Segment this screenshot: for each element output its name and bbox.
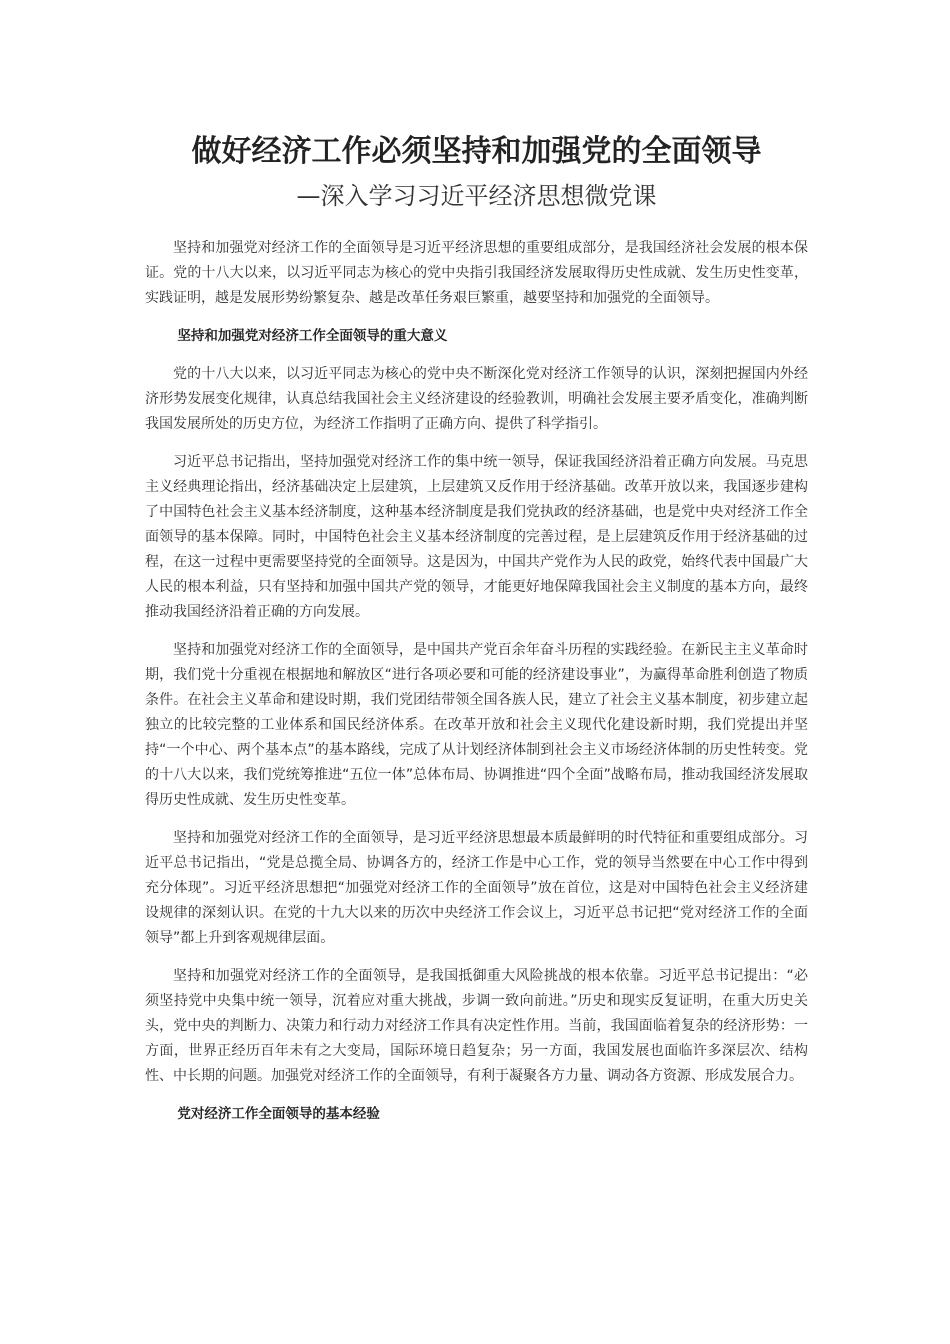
body-paragraph: 党的十八大以来，以习近平同志为核心的党中央不断深化党对经济工作领导的认识，深刻把握国内外经济形势发展变化规律，认真总结我国社会主义经济建设的经验教训，明确社会发展主要矛盾变化，准确判断我国发展所处的历史方位，为经济工作指明了正确方向、提供了科学指引。 xyxy=(145,366,808,432)
body-paragraph: 坚持和加强党对经济工作的全面领导，是习近平经济思想最本质最鲜明的时代特征和重要组成部分。习近平总书记指出，“党是总揽全局、协调各方的，经济工作是中心工作，党的领导当然要在中心工作中得到充分体现”。习近平经济思想把“加强党对经济工作的全面领导”放在首位，这是对中国特色社会主义经济建设规律的深刻认识。在党的十九大以来的历次中央经济工作会议上，习近平总书记把“党对经济工作的全面领导”都上升到客观规律层面。 xyxy=(145,830,808,946)
document-page xyxy=(145,128,808,1140)
body-paragraph: 习近平总书记指出，坚持加强党对经济工作的集中统一领导，保证我国经济沿着正确方向发展。马克思主义经典理论指出，经济基础决定上层建筑，上层建筑又反作用于经济基础。改革开放以来，我国逐步建构了中国特色社会主义基本经济制度，这种基本经济制度是我们党执政的经济基础，也是党中央对经济工作全面领导的基本保障。同时，中国特色社会主义基本经济制度的完善过程，是上层建筑反作用于经济基础的过程，在这一过程中更需要坚持党的全面领导。这是因为，中国共产党作为人民的政党，始终代表中国最广大人民的根本利益，只有坚持和加强中国共产党的领导，才能更好地保障我国社会主义制度的基本方向，最终推动我国经济沿着正确的方向发展。 xyxy=(145,454,808,620)
document-body xyxy=(145,236,808,1127)
body-paragraph: 坚持和加强党对经济工作的全面领导，是中国共产党百余年奋斗历程的实践经验。在新民主主义革命时期，我们党十分重视在根据地和解放区“进行各项必要和可能的经济建设事业”，为赢得革命胜利创造了物质条件。在社会主义革命和建设时期，我们党团结带领全国各族人民，建立了社会主义基本制度，初步建立起独立的比较完整的工业体系和国民经济体系。在改革开放和社会主义现代化建设新时期，我们党提出并坚持“一个中心、两个基本点”的基本路线，完成了从计划经济体制到社会主义市场经济体制的历史性转变。党的十八大以来，我们党统筹推进“五位一体”总体布局、协调推进“四个全面”战略布局，推动我国经济发展取得历史性成就、发生历史性变革。 xyxy=(145,642,808,808)
document-title: 做好经济工作必须坚持和加强党的全面领导 xyxy=(191,134,762,169)
section-heading-significance: 坚持和加强党对经济工作全面领导的重大意义 xyxy=(177,328,448,344)
document-subtitle: —深入学习习近平经济思想微党课 xyxy=(296,182,657,210)
section-heading-experience: 党对经济工作全面领导的基本经验 xyxy=(177,1106,380,1122)
body-paragraph: 坚持和加强党对经济工作的全面领导，是我国抵御重大风险挑战的根本依靠。习近平总书记提出：“必须坚持党中央集中统一领导，沉着应对重大挑战，步调一致向前进。”历史和现实反复证明，在重大历史关头，党中央的判断力、决策力和行动力对经济工作具有决定性作用。当前，我国面临着复杂的经济形势：一方面，世界正经历百年未有之大变局，国际环境日趋复杂；另一方面，我国发展也面临许多深层次、结构性、中长期的问题。加强党对经济工作的全面领导，有利于凝聚各方力量、调动各方资源、形成发展合力。 xyxy=(145,968,808,1084)
intro-paragraph: 坚持和加强党对经济工作的全面领导是习近平经济思想的重要组成部分，是我国经济社会发展的根本保证。党的十八大以来，以习近平同志为核心的党中央指引我国经济发展取得历史性成就、发生历史性变革，实践证明，越是发展形势纷繁复杂、越是改革任务艰巨繁重，越要坚持和加强党的全面领导。 xyxy=(145,240,808,306)
